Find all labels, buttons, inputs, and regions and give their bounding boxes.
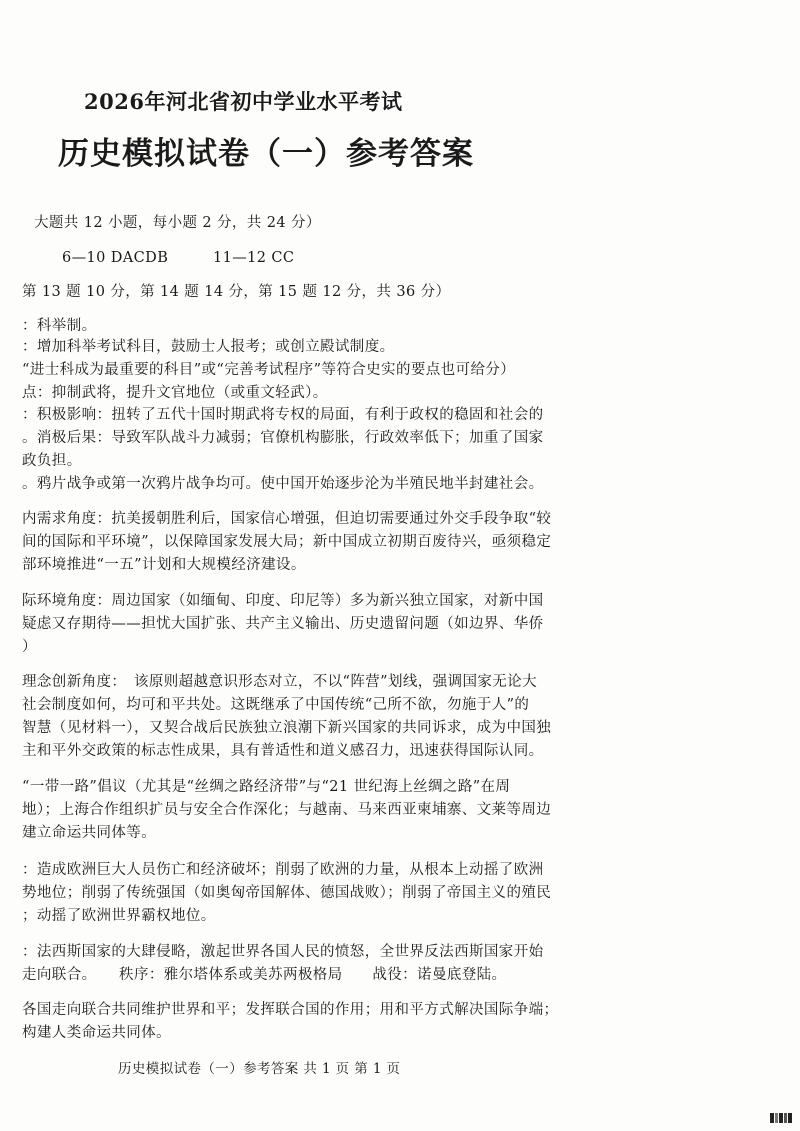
exam-title: 2026年河北省初中学业水平考试 xyxy=(84,89,403,114)
answer-line: 理念创新角度： 该原则超越意识形态对立，不以“阵营”划线，强调国家无论大 xyxy=(22,674,537,690)
answer-line: 主和平外交政策的标志性成果，具有普适性和道义感召力，迅速获得国际认同。 xyxy=(22,743,544,759)
answer-line: 各国走向联合共同维护世界和平；发挥联合国的作用；用和平方式解决国际争端； xyxy=(22,1002,559,1018)
answer-line: 疑虑又存期待——担忧大国扩张、共产主义输出、历史遗留问题（如边界、华侨 xyxy=(22,616,544,632)
answer-line: ） xyxy=(22,639,37,655)
answer-line: 大题共 12 小题，每小题 2 分，共 24 分） xyxy=(34,215,321,231)
answer-line: 第 13 题 10 分，第 14 题 14 分，第 15 题 12 分，共 36 分） xyxy=(22,284,451,300)
answer-line: ：造成欧洲巨大人员伤亡和经济破坏；削弱了欧洲的力量，从根本上动摇了欧洲 xyxy=(22,862,544,878)
answer-line: 部环境推进“一五”计划和大规模经济建设。 xyxy=(22,557,306,573)
answer-line: 智慧（见材料一），又契合战后民族独立浪潮下新兴国家的共同诉求，成为中国独 xyxy=(22,720,552,736)
answer-line: ：法西斯国家的大肆侵略，激起世界各国人民的愤怒，全世界反法西斯国家开始 xyxy=(22,944,544,960)
answer-line: 。消极后果：导致军队战斗力减弱；官僚机构膨胀，行政效率低下；加重了国家 xyxy=(22,430,544,446)
answer-line: 政负担。 xyxy=(22,453,82,469)
answer-line: ：增加科举考试科目，鼓励士人报考；或创立殿试制度。 xyxy=(22,339,395,355)
answer-line: 社会制度如何，均可和平共处。这既继承了中国传统“己所不欲，勿施于人”的 xyxy=(22,697,530,713)
page-footer: 历史模拟试卷（一）参考答案 共 1 页 第 1 页 xyxy=(118,1061,401,1077)
answer-line: ：科举制。 xyxy=(22,318,97,334)
answer-line: 走向联合。 秩序：雅尔塔体系或美苏两极格局 战役：诺曼底登陆。 xyxy=(22,967,507,983)
answer-line: 内需求角度：抗美援朝胜利后，国家信心增强，但迫切需要通过外交手段争取“较 xyxy=(22,511,552,527)
answer-line: ：积极影响：扭转了五代十国时期武将专权的局面，有利于政权的稳固和社会的 xyxy=(22,407,544,423)
answer-line: 势地位；削弱了传统强国（如奥匈帝国解体、德国战败）；削弱了帝国主义的殖民 xyxy=(22,885,552,901)
answer-line: 构建人类命运共同体。 xyxy=(22,1025,171,1041)
corner-mark-icon xyxy=(770,1113,792,1123)
answer-line: 间的国际和平环境”，以保障国家发展大局；新中国成立初期百废待兴，亟须稳定 xyxy=(22,534,552,550)
answer-line: 建立命运共同体等。 xyxy=(22,825,157,841)
answer-line: 。鸦片战争或第一次鸦片战争均可。使中国开始逐步沦为半殖民地半封建社会。 xyxy=(22,476,544,492)
answer-line: ；动摇了欧洲世界霸权地位。 xyxy=(22,908,216,924)
answer-line: 地）；上海合作组织扩员与安全合作深化；与越南、马来西亚柬埔寨、文莱等周边 xyxy=(22,802,552,818)
answer-line: “进士科成为最重要的科目”或“完善考试程序”等符合史实的要点也可给分） xyxy=(22,362,516,378)
answer-line: 6—10 DACDB 11—12 CC xyxy=(62,250,295,266)
answer-line: 际环境角度：周边国家（如缅甸、印度、印尼等）多为新兴独立国家，对新中国 xyxy=(22,593,544,609)
document-title: 历史模拟试卷（一）参考答案 xyxy=(58,136,474,172)
answer-line: 点：抑制武将，提升文官地位（或重文轻武）。 xyxy=(22,385,328,401)
answer-line: “一带一路”倡议（尤其是“丝绸之路经济带”与“21 世纪海上丝绸之路”在周 xyxy=(22,779,511,795)
